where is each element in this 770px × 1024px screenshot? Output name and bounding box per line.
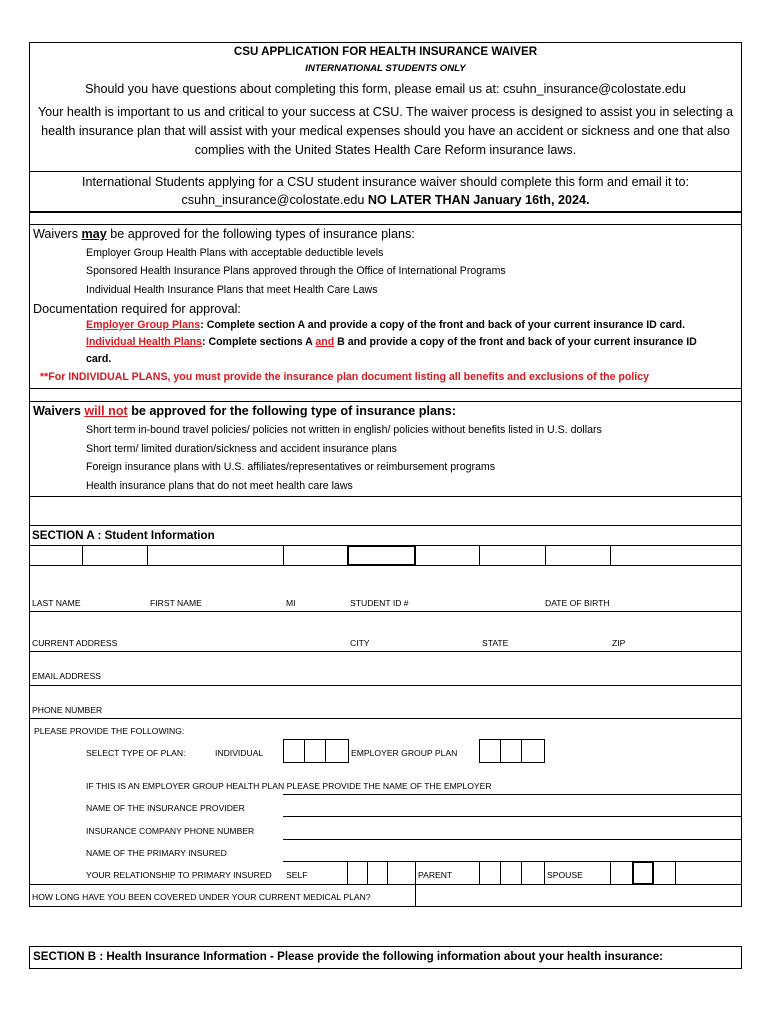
documentation-heading: Documentation required for approval:: [33, 302, 241, 316]
company-phone-label: INSURANCE COMPANY PHONE NUMBER: [86, 826, 255, 836]
insurance-provider-field[interactable]: [283, 816, 741, 817]
separator-row-1: [29, 211, 742, 225]
row-line: [29, 651, 742, 652]
employer-name-field[interactable]: [283, 794, 741, 795]
intro-line-1: Your health is important to us and critical to your success at CSU. The waiver process is designed to assist you in selecting a: [37, 105, 734, 119]
not-approved-heading-pre: Waivers: [33, 404, 85, 418]
checkbox-divider: [325, 739, 326, 763]
state-label: STATE: [482, 638, 509, 648]
intro-line-2: health insurance plan that will assist with your medical expenses should you have an accident or sickness and one that also: [41, 124, 730, 138]
section-a-right-border: [741, 565, 742, 906]
submit-email: csuhn_insurance@colostate.edu: [181, 193, 365, 207]
separator-row-2: [29, 388, 742, 402]
grid-divider: [479, 545, 480, 566]
not-approved-heading: [33, 404, 456, 418]
not-approved-item: Foreign insurance plans with U.S. affiliates/representatives or reimbursement programs: [86, 461, 496, 473]
form-subtitle: INTERNATIONAL STUDENTS ONLY: [305, 63, 466, 74]
individual-doc-label: Individual Health Plans: [86, 336, 202, 348]
not-approved-item: Short term in-bound travel policies/ policies not written in english/ policies without benefits listed in U.S. dollars: [86, 424, 602, 436]
checkbox-divider: [521, 739, 522, 763]
section-a-bottom-border: [29, 906, 742, 907]
grid-divider: [610, 545, 611, 566]
approved-heading-pre: Waivers: [33, 227, 82, 241]
approved-heading-may: may: [81, 227, 107, 241]
individual-doc-text-1: : Complete sections A: [201, 336, 316, 348]
individual-plan-note: **For INDIVIDUAL PLANS, you must provide the insurance plan document listing all benefits and exclusions of the policy: [40, 371, 650, 383]
individual-doc-and: and: [315, 336, 335, 348]
approved-item: Sponsored Health Insurance Plans approved through the Office of International Programs: [86, 265, 506, 277]
spouse-checkbox-inner: [632, 861, 654, 885]
employer-doc-line: [86, 319, 685, 331]
first-name-label: FIRST NAME: [150, 598, 202, 608]
individual-label: INDIVIDUAL: [215, 748, 264, 758]
question-line: Should you have questions about completing this form, please email us at: csuhn_insurance@colostate.edu: [85, 82, 686, 96]
checkbox-divider: [500, 739, 501, 763]
checkbox-divider: [500, 861, 501, 885]
spacer-box: [29, 496, 742, 526]
employer-group-label: EMPLOYER GROUP PLAN: [351, 748, 458, 758]
individual-doc-line: [86, 336, 697, 348]
submit-deadline: NO LATER THAN January 16th, 2024.: [367, 193, 590, 207]
relationship-label: YOUR RELATIONSHIP TO PRIMARY INSURED: [86, 870, 272, 880]
section-a-left-border: [29, 565, 30, 906]
not-approved-item: Short term/ limited duration/sickness and accident insurance plans: [86, 443, 397, 455]
grid-highlight-cell: [347, 545, 416, 566]
provide-following-label: PLEASE PROVIDE THE FOLLOWING:: [34, 726, 185, 736]
not-approved-heading-post: be approved for the following type of insurance plans:: [127, 404, 456, 418]
date-of-birth-label: DATE OF BIRTH: [545, 598, 610, 608]
grid-divider: [545, 545, 546, 566]
row-line: [29, 884, 742, 885]
self-label: SELF: [286, 870, 308, 880]
not-approved-item: Health insurance plans that do not meet health care laws: [86, 480, 353, 492]
individual-plan-checkbox[interactable]: [283, 739, 349, 763]
insurance-provider-label: NAME OF THE INSURANCE PROVIDER: [86, 803, 245, 813]
row-line: [29, 611, 742, 612]
plan-type-label: SELECT TYPE OF PLAN:: [86, 748, 186, 758]
last-name-label: LAST NAME: [32, 598, 81, 608]
mi-label: MI: [286, 598, 296, 608]
checkbox-divider: [521, 861, 522, 885]
parent-label: PARENT: [418, 870, 453, 880]
row-line: [29, 718, 742, 719]
employer-doc-label: Employer Group Plans: [86, 319, 201, 331]
checkbox-divider: [367, 861, 368, 885]
checkbox-divider: [304, 739, 305, 763]
intro-line-3: complies with the United States Health Care Reform insurance laws.: [194, 143, 577, 157]
city-label: CITY: [350, 638, 370, 648]
not-approved-heading-not: will not: [84, 404, 128, 418]
approved-item: Employer Group Health Plans with acceptable deductible levels: [86, 247, 384, 259]
self-checkbox[interactable]: [347, 861, 416, 885]
current-address-label: CURRENT ADDRESS: [32, 638, 118, 648]
student-id-label: STUDENT ID #: [350, 598, 409, 608]
how-long-field-divider: [415, 884, 416, 906]
submit-email-line: [29, 193, 742, 207]
individual-doc-line-3: card.: [86, 353, 112, 365]
approved-item: Individual Health Insurance Plans that meet Health Care Laws: [86, 284, 378, 296]
email-address-label: EMAIL ADDRESS: [32, 671, 101, 681]
form-title: CSU APPLICATION FOR HEALTH INSURANCE WAIVER: [233, 45, 538, 58]
approved-heading: [33, 227, 415, 241]
section-b-heading: SECTION B : Health Insurance Information - Please provide the following information about your health insurance:: [33, 950, 663, 963]
row-line: [29, 685, 742, 686]
employer-doc-text: : Complete section A and provide a copy of the front and back of your current insurance ID card.: [200, 319, 686, 331]
individual-doc-text-2: B and provide a copy of the front and back of your current insurance ID: [334, 336, 697, 348]
how-long-covered-label: HOW LONG HAVE YOU BEEN COVERED UNDER YOUR CURRENT MEDICAL PLAN?: [32, 892, 371, 902]
grid-divider: [82, 545, 83, 566]
zip-label: ZIP: [612, 638, 626, 648]
section-a-heading: SECTION A : Student Information: [32, 529, 215, 542]
spouse-label: SPOUSE: [547, 870, 583, 880]
parent-checkbox[interactable]: [479, 861, 545, 885]
checkbox-divider: [387, 861, 388, 885]
grid-divider: [147, 545, 148, 566]
grid-divider: [283, 545, 284, 566]
employer-name-label: IF THIS IS AN EMPLOYER GROUP HEALTH PLAN PLEASE PROVIDE THE NAME OF THE EMPLOYER: [86, 781, 492, 791]
company-phone-field[interactable]: [283, 839, 741, 840]
submit-line: International Students applying for a CSU student insurance waiver should complete this form and email it to:: [82, 175, 689, 189]
primary-insured-label: NAME OF THE PRIMARY INSURED: [86, 848, 227, 858]
employer-group-plan-checkbox[interactable]: [479, 739, 545, 763]
approved-heading-post: be approved for the following types of insurance plans:: [106, 227, 415, 241]
phone-number-label: PHONE NUMBER: [32, 705, 103, 715]
